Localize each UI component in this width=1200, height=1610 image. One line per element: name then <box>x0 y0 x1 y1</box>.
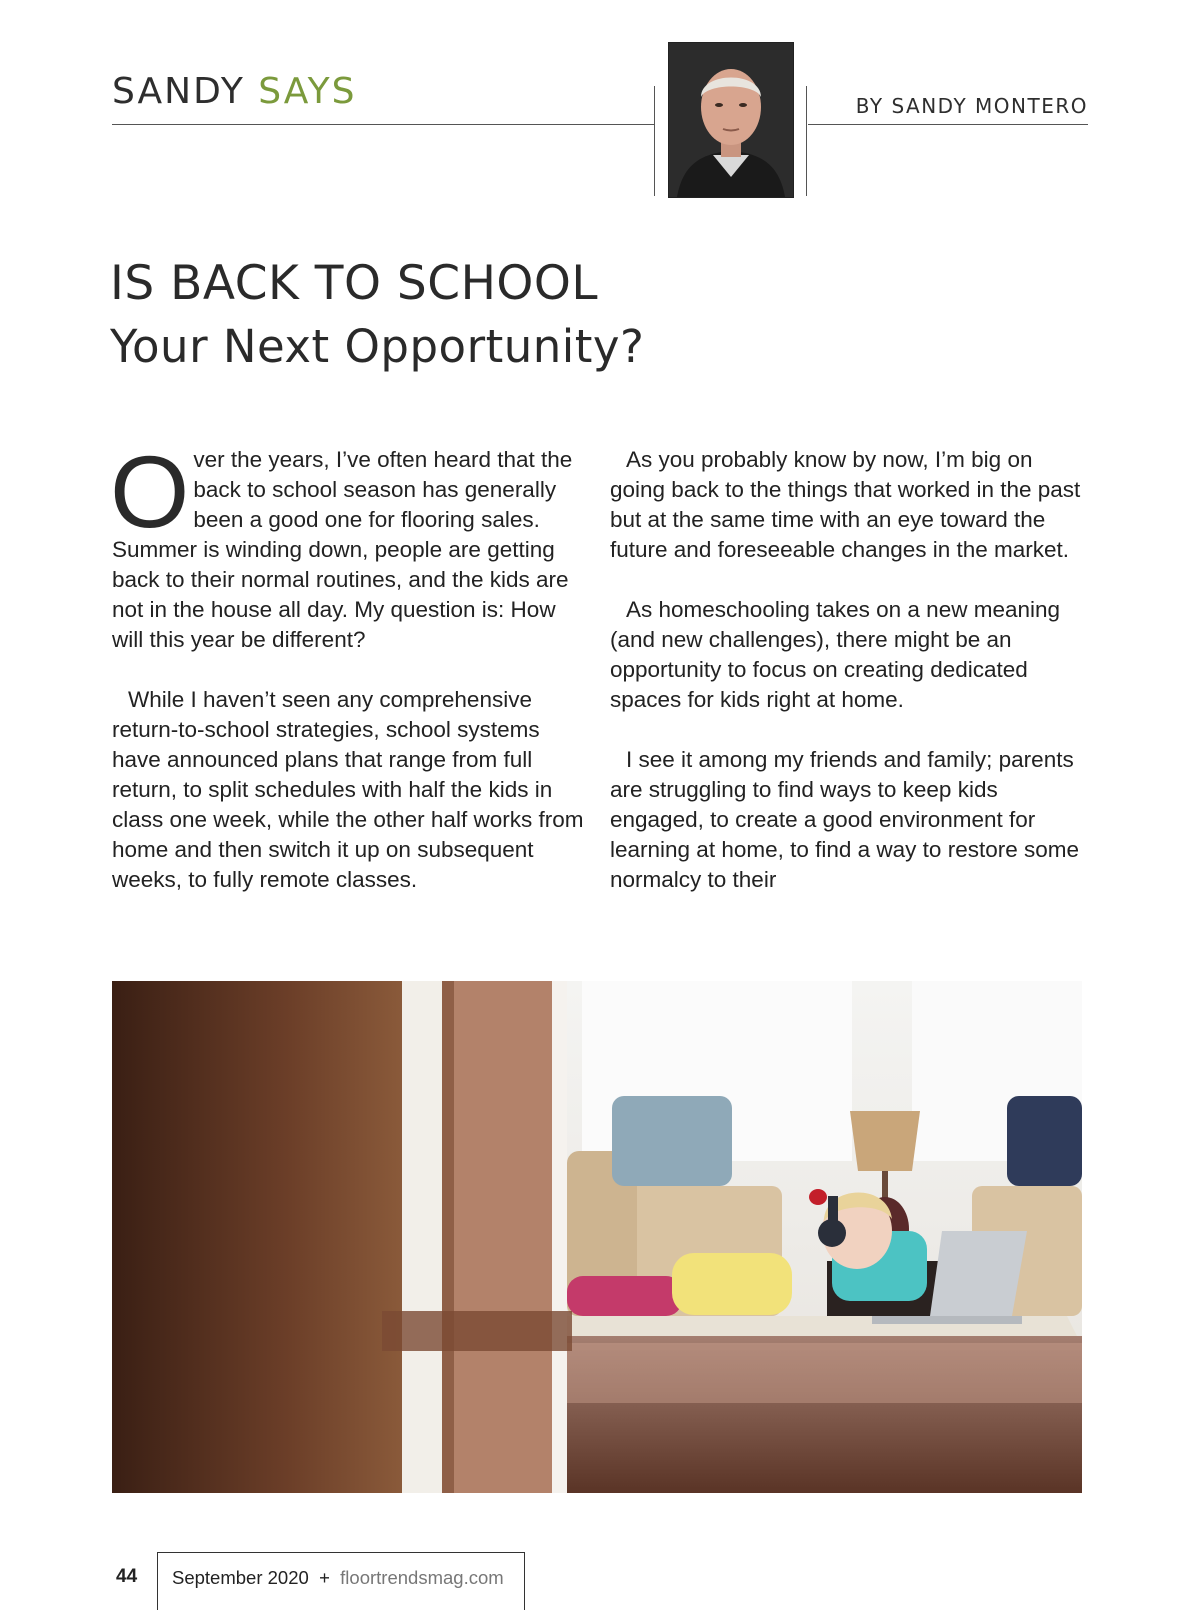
headline-line-1: IS BACK TO SCHOOL <box>110 256 599 311</box>
footer-website[interactable]: floortrendsmag.com <box>340 1567 504 1588</box>
header-rule-right <box>808 124 1088 125</box>
footer-text <box>172 1567 504 1589</box>
article-column-left <box>110 435 592 925</box>
footer-separator: + <box>319 1567 330 1588</box>
article-column-right <box>610 445 1090 925</box>
paragraph-text: ver the years, I’ve often heard that the back to school season has generally been a good one for flooring sales. Summer is winding down, people are getting back to their normal routines, and the kids are not in the house all day. My question is: How will this year be different? <box>112 447 573 652</box>
header-rule-left <box>112 124 654 125</box>
article-photo <box>112 981 1082 1493</box>
portrait-divider-left <box>654 86 655 196</box>
column-title <box>112 71 357 112</box>
paragraph: While I haven’t seen any comprehensive return-to-school strategies, school systems have announced plans that range from full return, to split schedules with half the kids in class one week, while the other half works from home and then switch it up on subsequent weeks, to fully remote classes. <box>112 687 584 892</box>
footer-issue-date: September 2020 <box>172 1567 309 1588</box>
drop-cap: O <box>110 435 190 549</box>
footer-issue-box <box>157 1552 525 1610</box>
author-portrait <box>668 42 794 198</box>
page-number: 44 <box>116 1566 138 1587</box>
byline: BY SANDY MONTERO <box>855 94 1088 118</box>
paragraph: As you probably know by now, I’m big on going back to the things that worked in the past but at the same time with an eye toward the future and foreseeable changes in the market. <box>610 447 1081 562</box>
headline-line-2: Your Next Opportunity? <box>110 320 645 373</box>
paragraph <box>110 435 592 655</box>
column-title-word-2: SAYS <box>258 71 357 112</box>
paragraph: I see it among my friends and family; parents are struggling to find ways to keep kids engaged, to create a good environment for learning at home, to find a way to restore some normalcy to their <box>610 747 1079 892</box>
column-title-word-1: SANDY <box>112 71 245 112</box>
paragraph: As homeschooling takes on a new meaning (and new challenges), there might be an opportunity to focus on creating dedicated spaces for kids right at home. <box>610 597 1061 712</box>
portrait-divider-right <box>806 86 807 196</box>
